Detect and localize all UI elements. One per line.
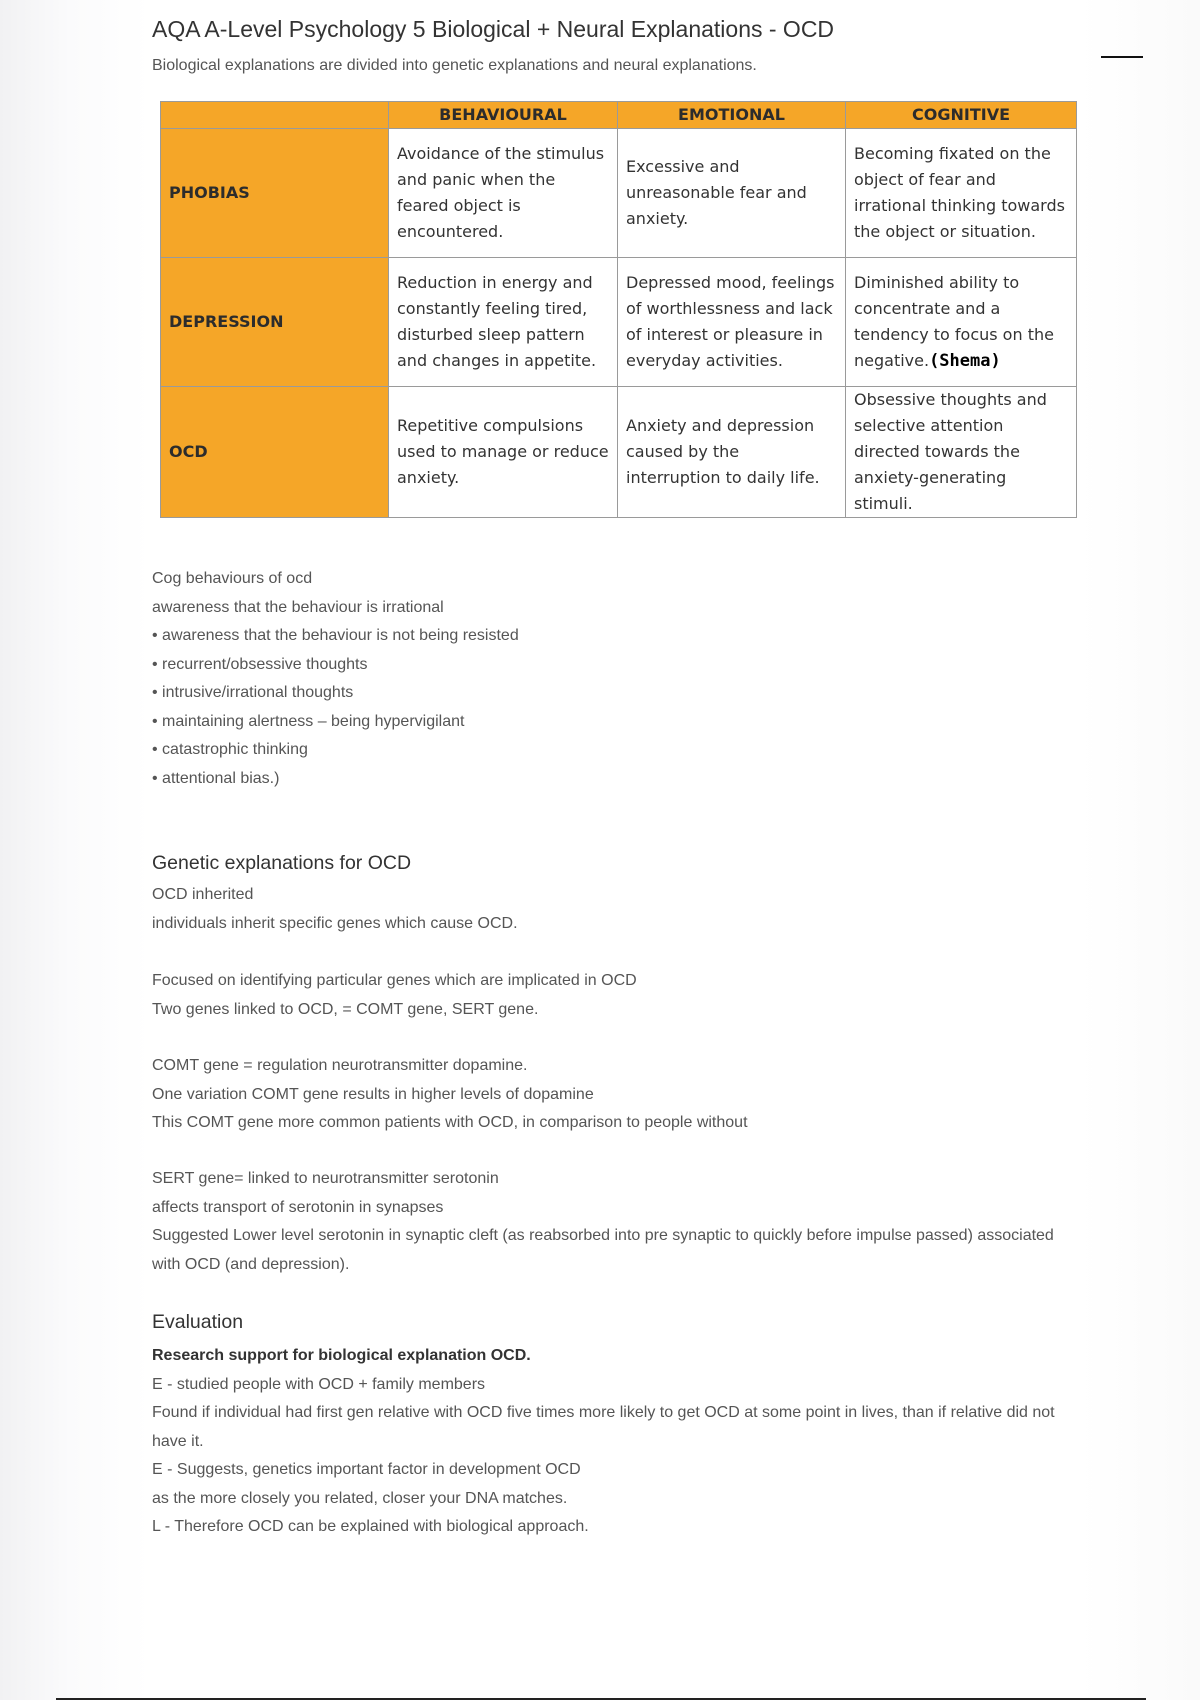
text-line: E - studied people with OCD + family members (152, 1375, 486, 1393)
list-item: • catastrophic thinking (152, 736, 519, 765)
cell-phobias-behavioural: Avoidance of the stimulus and panic when the feared object is encountered. (389, 129, 618, 258)
symptoms-table (160, 101, 1077, 518)
cell-ocd-emotional: Anxiety and depression caused by the interruption to daily life. (618, 387, 846, 518)
row-label-phobias: PHOBIAS (161, 129, 389, 258)
header-blank (161, 102, 389, 129)
table-row-ocd (161, 387, 1077, 518)
genetic-para-2 (152, 967, 637, 1024)
text-line: One variation COMT gene results in higher levels of dopamine (152, 1085, 594, 1103)
evaluation-heading: Evaluation (152, 1311, 244, 1333)
page-marker-line (1101, 56, 1143, 58)
text-line: as the more closely you related, closer your DNA matches. (152, 1489, 568, 1507)
table-header-row (161, 102, 1077, 129)
cognitive-text: Diminished ability to concentrate and a tendency to focus on the negative. (854, 273, 1054, 370)
text-line: COMT gene = regulation neurotransmitter dopamine. (152, 1057, 528, 1074)
cog-notes-heading: Cog behaviours of ocd (152, 570, 313, 587)
cog-notes-first: awareness that the behaviour is irrational (152, 598, 444, 616)
text-line: E - Suggests, genetics important factor in development OCD (152, 1461, 581, 1478)
list-item: • awareness that the behaviour is not being resisted (152, 622, 519, 651)
table-row-depression (161, 258, 1077, 387)
row-label-depression: DEPRESSION (161, 258, 389, 387)
text-line: This COMT gene more common patients with OCD, in comparison to people without (152, 1114, 748, 1131)
cell-depression-emotional: Depressed mood, feelings of worthlessness and lack of interest or pleasure in everyday activities. (618, 258, 846, 387)
list-item: • maintaining alertness – being hypervigilant (152, 708, 519, 737)
list-item: • attentional bias.) (152, 765, 519, 794)
text-line: Focused on identifying particular genes which are implicated in OCD (152, 972, 637, 989)
cell-depression-behavioural: Reduction in energy and constantly feeling tired, disturbed sleep pattern and changes in appetite. (389, 258, 618, 387)
text-line: OCD inherited (152, 886, 254, 903)
text-line: individuals inherit specific genes which cause OCD. (152, 914, 518, 932)
cog-notes (152, 565, 519, 793)
header-cognitive: COGNITIVE (846, 102, 1077, 129)
text-line: L - Therefore OCD can be explained with biological approach. (152, 1518, 589, 1535)
genetic-para-3 (152, 1052, 748, 1138)
text-line: SERT gene= linked to neurotransmitter serotonin (152, 1170, 499, 1187)
text-line: Found if individual had first gen relative with OCD five times more likely to get OCD at some point in lives, than if relative did not have it. (152, 1404, 1055, 1450)
genetic-para-1 (152, 881, 518, 938)
cell-phobias-cognitive: Becoming fixated on the object of fear and irrational thinking towards the object or situation. (846, 129, 1077, 258)
cell-ocd-behavioural: Repetitive compulsions used to manage or reduce anxiety. (389, 387, 618, 518)
page-title: AQA A-Level Psychology 5 Biological + Neural Explanations - OCD (152, 16, 835, 42)
text-line: Two genes linked to OCD, = COMT gene, SERT gene. (152, 1000, 539, 1018)
evaluation-subheading: Research support for biological explanation OCD. (152, 1347, 531, 1364)
list-item: • recurrent/obsessive thoughts (152, 651, 519, 680)
row-label-ocd: OCD (161, 387, 389, 518)
header-emotional: EMOTIONAL (618, 102, 846, 129)
cell-ocd-cognitive: Obsessive thoughts and selective attention directed towards the anxiety-generating stimuli. (846, 387, 1077, 518)
text-line: Suggested Lower level serotonin in synaptic cleft (as reabsorbed into pre synaptic to quickly before impulse passed) associated with OCD (and depression). (152, 1227, 1054, 1273)
header-behavioural: BEHAVIOURAL (389, 102, 618, 129)
list-item: • intrusive/irrational thoughts (152, 679, 519, 708)
genetic-para-4 (152, 1165, 1072, 1279)
cell-phobias-emotional: Excessive and unreasonable fear and anxiety. (618, 129, 846, 258)
table-row-phobias (161, 129, 1077, 258)
page-subtitle: Biological explanations are divided into genetic explanations and neural explanations. (152, 57, 757, 74)
handwritten-note: (Shema) (929, 351, 1001, 371)
text-line: affects transport of serotonin in synapses (152, 1198, 444, 1216)
cell-depression-cognitive (846, 258, 1077, 387)
genetic-heading: Genetic explanations for OCD (152, 852, 412, 874)
evaluation-body (152, 1342, 1072, 1542)
